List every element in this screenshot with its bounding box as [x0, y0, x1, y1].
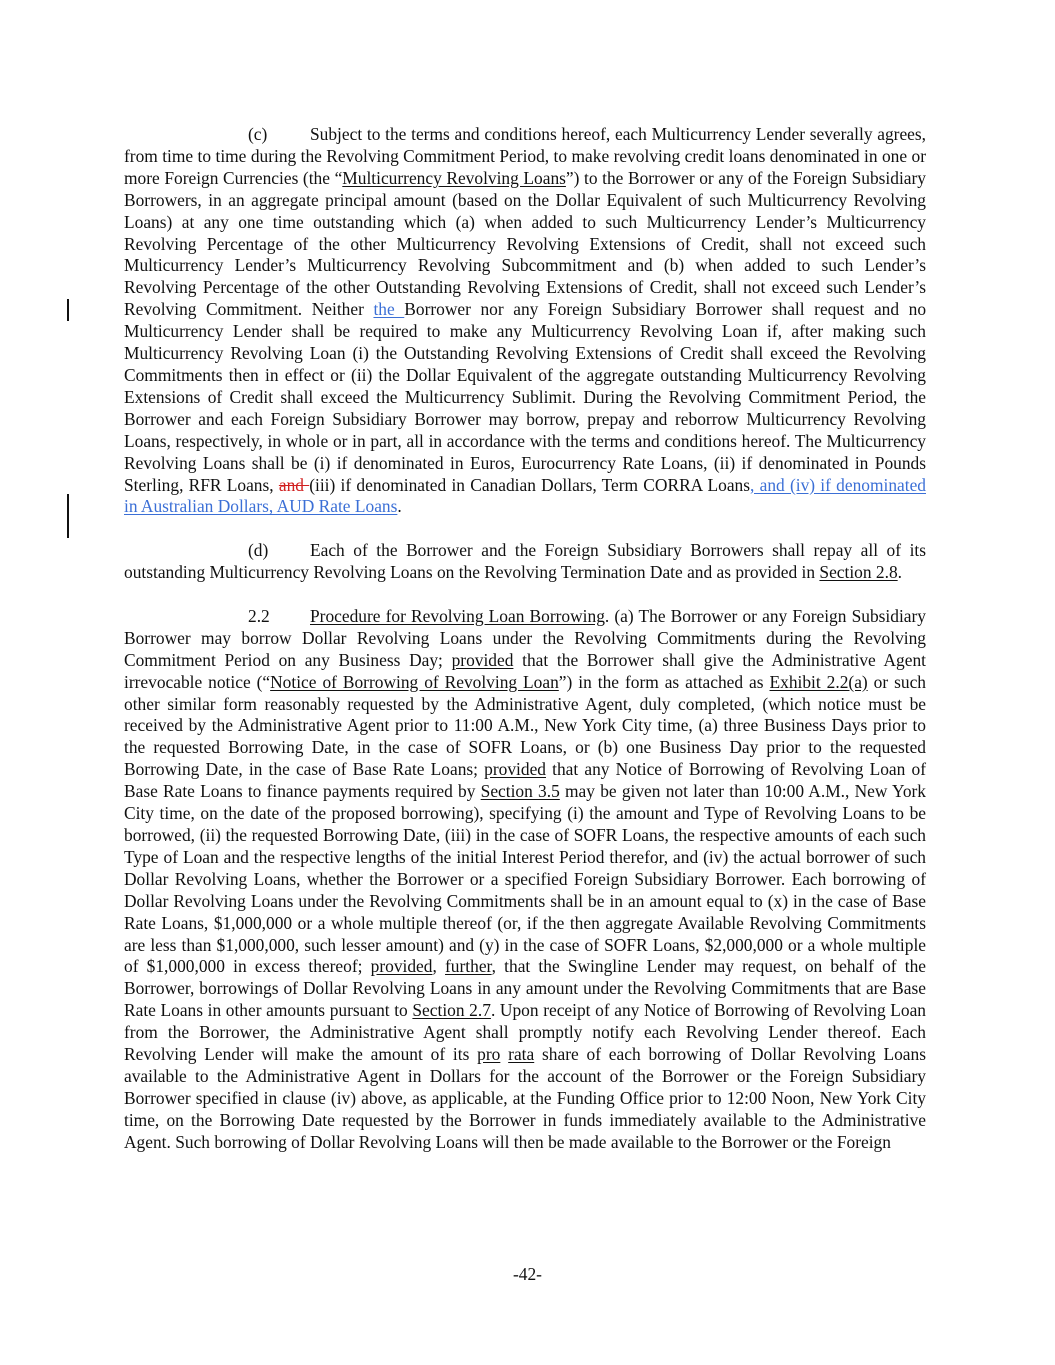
document-page	[124, 124, 926, 1175]
text: share of each borrowing of Dollar Revolving Loans available to the Administrative Agent in Dollars for the account of the Borrower or the Foreign Subsidiary Borrower specified in clause (iv) above, as applicable, at the Funding Office prior to 12:00 Noon, New York City time, on the Borrowing Date requested by the Borrower in funds immediately available to the Administrative Agent. Such borrowing of Dollar Revolving Loans will then be made available to the Borrower or the Foreign	[124, 1044, 926, 1152]
text: . (a) The Borrower or any Foreign Subsidiary Borrower may borrow Dollar Revolving Loans under the Revolving Commitments during the Revolving Commitment Period on any Business Day;	[124, 605, 926, 670]
provided-term: provided	[484, 759, 546, 780]
text: . Upon receipt of any Notice of Borrowing of Revolving Loan from the Borrower, the Administrative Agent shall promptly notify each Revolving Lender thereof. Each Revolving Lender will make the amount of its	[124, 1000, 927, 1065]
rata-term: rata	[508, 1044, 535, 1065]
paragraph-label: (c)	[248, 124, 268, 144]
defined-term-notice-of-borrowing: Notice of Borrowing of Revolving Loan	[270, 671, 559, 692]
section-reference-2-7: Section 2.7	[412, 1000, 491, 1021]
text: ”) in the form as attached as	[558, 671, 770, 692]
inserted-text-aud-rate-loans: , and (iv) if denominated in Australian Dollars, AUD Rate Loans	[124, 474, 926, 517]
provided-term: provided	[370, 956, 433, 977]
section-2-2	[124, 606, 926, 1154]
change-bar-aud	[67, 494, 69, 538]
page-number: -42-	[513, 1264, 542, 1284]
paragraph-c	[124, 124, 926, 518]
text: or such other similar form reasonably requested by the Administrative Agent, duly completed, (which notice must be received by the Administrative Agent prior to 11:00 A.M., New York City time, (a) three Business Days prior to the requested Borrowing Date, in the case of SOFR Loans, or (b) one Business Day prior to the requested Borrowing Date, in the case of Base Rate Loans;	[124, 671, 926, 780]
text: (iii) if denominated in Canadian Dollars, Term CORRA Loans	[309, 474, 751, 495]
section-reference-2-8: Section 2.8	[819, 562, 898, 583]
text: Each of the Borrower and the Foreign Subsidiary Borrowers shall repay all of its outstanding Multicurrency Revolving Loans on the Revolving Termination Date and as provided in	[124, 540, 926, 583]
change-bar-the	[67, 299, 69, 321]
text: that any Notice of Borrowing of Revolving Loan of Base Rate Loans to finance payments required by	[124, 759, 926, 802]
pro-term: pro	[477, 1044, 501, 1065]
text: Subject to the terms and conditions hereof, each Multicurrency Lender severally agrees, from time to time during the Revolving Commitment Period, to make revolving credit loans denominated in one or more Foreign Currencies (the “	[124, 124, 926, 188]
section-number: 2.2	[248, 605, 270, 626]
text: .	[397, 496, 402, 517]
text: that the Borrower shall give the Administrative Agent irrevocable notice (“	[124, 649, 926, 692]
exhibit-reference-2-2a: Exhibit 2.2(a)	[769, 671, 868, 692]
provided-term: provided	[451, 649, 514, 670]
text: , that the Swingline Lender may request, on behalf of the Borrower, borrowings of Dollar Revolving Loans in any amount under the Revolving Commitments that are Base Rate Loans in other amounts pursuant to	[124, 956, 926, 1021]
deleted-text-and: and	[278, 474, 310, 495]
text	[500, 1044, 508, 1064]
further-term: further	[445, 956, 492, 977]
text: Borrower nor any Foreign Subsidiary Borrower shall request and no Multicurrency Lender shall be required to make any Multicurrency Revolving Loan if, after making such Multicurrency Revolving Loan (i) the Outstanding Revolving Extensions of Credit shall exceed the Revolving Commitments then in effect or (ii) the Dollar Equivalent of the aggregate outstanding Multicurrency Revolving Extensions of Credit shall exceed the Multicurrency Sublimit. During the Revolving Commitment Period, the Borrower and each Foreign Subsidiary Borrower may borrow, prepay and reborrow Multicurrency Revolving Loans, respectively, in whole or in part, all in accordance with the terms and conditions hereof. The Multicurrency Revolving Loans shall be (i) if denominated in Euros, Eurocurrency Rate Loans, (ii) if denominated in Pounds Sterling, RFR Loans,	[124, 299, 927, 495]
paragraph-label: (d)	[248, 540, 269, 561]
section-reference-3-5: Section 3.5	[480, 781, 560, 802]
text: ,	[432, 956, 446, 977]
section-heading: Procedure for Revolving Loan Borrowing	[310, 605, 605, 626]
paragraph-d	[124, 540, 926, 584]
text: ”) to the Borrower or any of the Foreign Subsidiary Borrowers, in an aggregate principal amount (based on the Dollar Equivalent of such Multicurrency Revolving Loans) at any one time outstanding which (a) when added to such Multicurrency Lender’s Multicurrency Revolving Percentage of the other Multicurrency Revolving Extensions of Credit, shall not exceed such Multicurrency Lender’s Multicurrency Revolving Subcommitment and (b) when added to such Lender’s Revolving Percentage of the other Outstanding Revolving Extensions of Credit, shall not exceed such Lender’s Revolving Commitment. Neither	[124, 167, 926, 320]
defined-term-multicurrency-revolving-loans: Multicurrency Revolving Loans	[342, 167, 566, 188]
text: may be given not later than 10:00 A.M., New York City time, on the date of the proposed borrowing), specifying (i) the amount and Type of Revolving Loans to be borrowed, (ii) the requested Borrowing Date, (iii) in the case of SOFR Loans, the respective amounts of each such Type of Loan and the respective lengths of the initial Interest Period therefor, and (iv) the actual borrower of such Dollar Revolving Loans, whether the Borrower or a specified Foreign Subsidiary Borrower. Each borrowing of Dollar Revolving Loans under the Revolving Commitments shall be in an amount equal to (x) in the case of Base Rate Loans, $1,000,000 or a whole multiple thereof (or, if the then aggregate Available Revolving Commitments are less than $1,000,000, such lesser amount) and (y) in the case of SOFR Loans, $2,000,000 or a whole multiple of $1,000,000 in excess thereof;	[124, 781, 927, 977]
inserted-text-the: the	[373, 299, 405, 320]
text: .	[897, 562, 903, 583]
